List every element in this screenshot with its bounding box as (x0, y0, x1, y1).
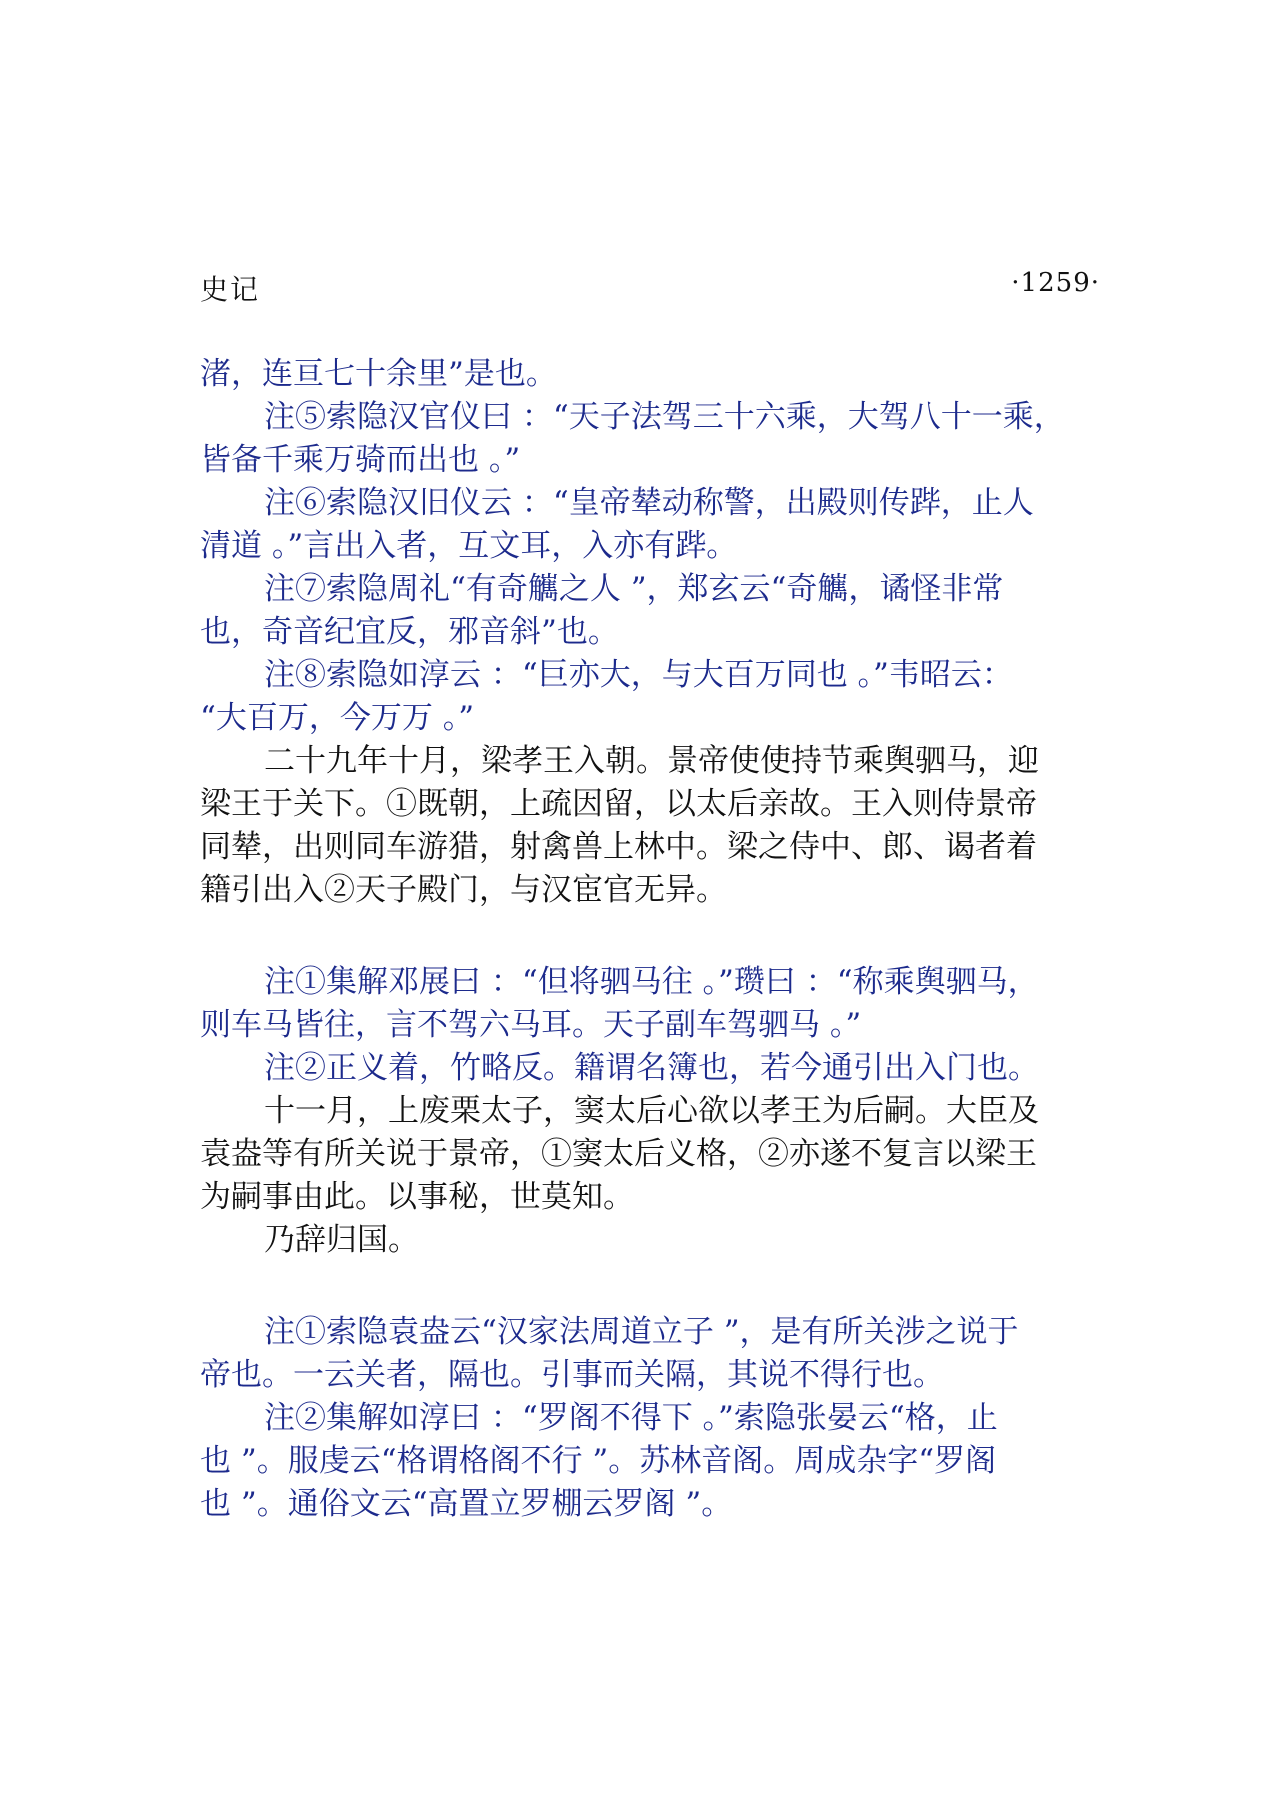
main-text-line: 为嗣事由此。以事秘，世莫知。 (200, 1179, 634, 1215)
annotation-line: 也，奇音纪宜反，邪音斜”也。 (200, 614, 619, 650)
main-text-line: 乃辞归国。 (264, 1222, 419, 1258)
annotation-line: 注⑤索隐汉官仪曰 ：“天子法驾三十六乘，大驾八十一乘， (264, 399, 1065, 435)
annotation-line: 注⑧索隐如淳云 ：“巨亦大，与大百万同也 。”韦昭云： (264, 657, 1013, 693)
annotation-line: 则车马皆往，言不驾六马耳。天子副车驾驷马 。” (200, 1007, 862, 1043)
main-text-line: 二十九年十月，梁孝王入朝。景帝使使持节乘舆驷马，迎 (264, 743, 1039, 779)
annotation-line: 帝也。一云关者，隔也。引事而关隔，其说不得行也。 (200, 1357, 944, 1393)
annotation-line: 注⑦索隐周礼“有奇觽之人 ”，郑玄云“奇觽，谲怪非常 (264, 571, 1004, 607)
annotation-line: 清道 。”言出入者，互文耳，入亦有跸。 (200, 528, 738, 564)
annotation-line: 注⑥索隐汉旧仪云 ：“皇帝辇动称警，出殿则传跸，止人 (264, 485, 1034, 521)
annotation-line: 也 ”。服虔云“格谓格阁不行 ”。苏林音阁。周成杂字“罗阁 (200, 1443, 997, 1479)
annotation-line: 注①集解邓展曰 ：“但将驷马往 。”瓒曰 ：“称乘舆驷马， (264, 964, 1039, 1000)
main-text-line: 梁王于关下。①既朝，上疏因留，以太后亲故。王入则侍景帝 (200, 786, 1037, 822)
annotation-line: 也 ”。通俗文云“高置立罗棚云罗阁 ”。 (200, 1486, 733, 1522)
page-number: ·1259· (1011, 268, 1100, 298)
annotation-line: 渚，连亘七十余里”是也。 (200, 356, 557, 392)
page-header (200, 268, 1100, 308)
annotation-line: 注②集解如淳曰 ：“罗阁不得下 。”索隐张晏云“格，止 (264, 1400, 998, 1436)
annotation-line: 注①索隐袁盎云“汉家法周道立子 ”，是有所关涉之说于 (264, 1314, 1019, 1350)
main-text-line: 袁盎等有所关说于景帝，①窦太后义格，②亦遂不复言以梁王 (200, 1136, 1037, 1172)
main-text-line: 十一月，上废栗太子，窦太后心欲以孝王为后嗣。大臣及 (264, 1093, 1039, 1129)
main-text-line: 籍引出入②天子殿门，与汉宦官无异。 (200, 872, 727, 908)
annotation-line: 皆备千乘万骑而出也 。” (200, 442, 521, 478)
annotation-line: 注②正义着，竹略反。籍谓名簿也，若今通引出入门也。 (264, 1050, 1039, 1086)
main-text-line: 同辇，出则同车游猎，射禽兽上林中。梁之侍中、郎、谒者着 (200, 829, 1037, 865)
book-title: 史记 (200, 273, 261, 306)
annotation-line: “大百万，今万万 。” (200, 700, 475, 736)
